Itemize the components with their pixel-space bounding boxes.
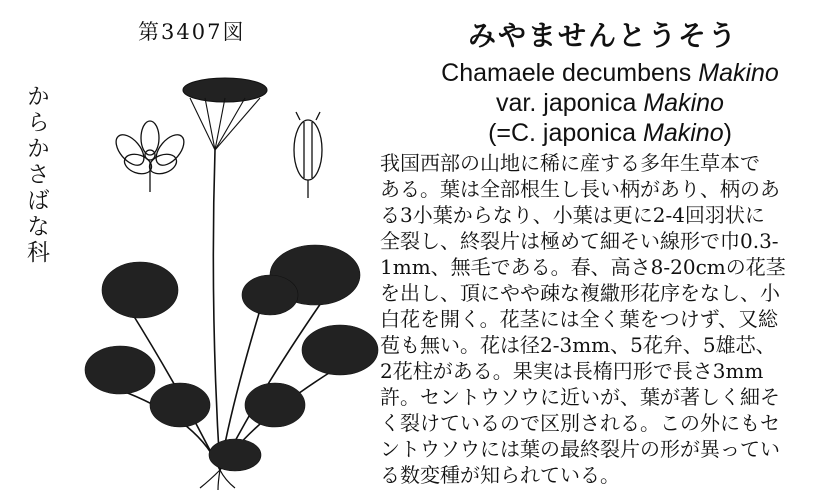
description-line: 2花柱がある。果実は長楕円形で長さ3mm xyxy=(380,359,764,383)
plant-illustration xyxy=(60,60,380,490)
scientific-name-line-2 xyxy=(384,88,836,118)
scientific-name-line-1 xyxy=(384,58,836,88)
scientific-name-variety: var. japonica xyxy=(496,89,637,117)
umbel-drawing xyxy=(183,78,267,150)
description-line: る数変種が知られている。 xyxy=(380,463,620,487)
scientific-name-close-paren: ) xyxy=(723,119,732,147)
description-line: 我国西部の山地に稀に産する多年生草本で xyxy=(380,151,760,175)
scientific-name-author: Makino xyxy=(643,119,724,147)
description-line: 苞も無い。花は径2-3mm、5花弁、5雄芯、 xyxy=(380,333,776,357)
family-name: からかさばな科 xyxy=(23,84,49,266)
scientific-name-author: Makino xyxy=(643,89,724,117)
leaf-drawing xyxy=(85,245,378,471)
description-line: く裂けているので区別される。この外にもセ xyxy=(380,411,780,435)
figure-number: 第3407図 xyxy=(138,20,246,44)
description-line: る3小葉からなり、小葉は更に2-4回羽状に xyxy=(380,203,765,227)
fruit-detail-drawing xyxy=(294,112,322,198)
description-line: 白花を開く。花茎には全く葉をつけず、又総 xyxy=(380,307,778,331)
description-line: ントウソウには葉の最終裂片の形が異ってい xyxy=(380,437,780,461)
scientific-name-author: Makino xyxy=(698,59,779,87)
description-text xyxy=(380,150,836,488)
description-line: ある。葉は全部根生し長い柄があり、柄のあ xyxy=(380,177,780,201)
description-line: を出し、頂にやや疎な複繖形花序をなし、小 xyxy=(380,281,780,305)
flower-detail-drawing xyxy=(111,121,189,192)
description-line: 全裂し、終裂片は極めて細そい線形で巾0.3- xyxy=(380,229,779,253)
description-line: 許。セントウソウに近いが、葉が著しく細そ xyxy=(380,385,780,409)
scientific-name-synonym: (=C. japonica xyxy=(488,119,637,147)
japanese-title: みやませんとうそう xyxy=(468,19,739,52)
scientific-name-line-3 xyxy=(384,118,836,148)
scientific-name-species: Chamaele decumbens xyxy=(441,59,692,87)
root-drawing xyxy=(200,470,235,490)
description-line: 1mm、無毛である。春、高さ8-20cmの花茎 xyxy=(380,255,786,279)
